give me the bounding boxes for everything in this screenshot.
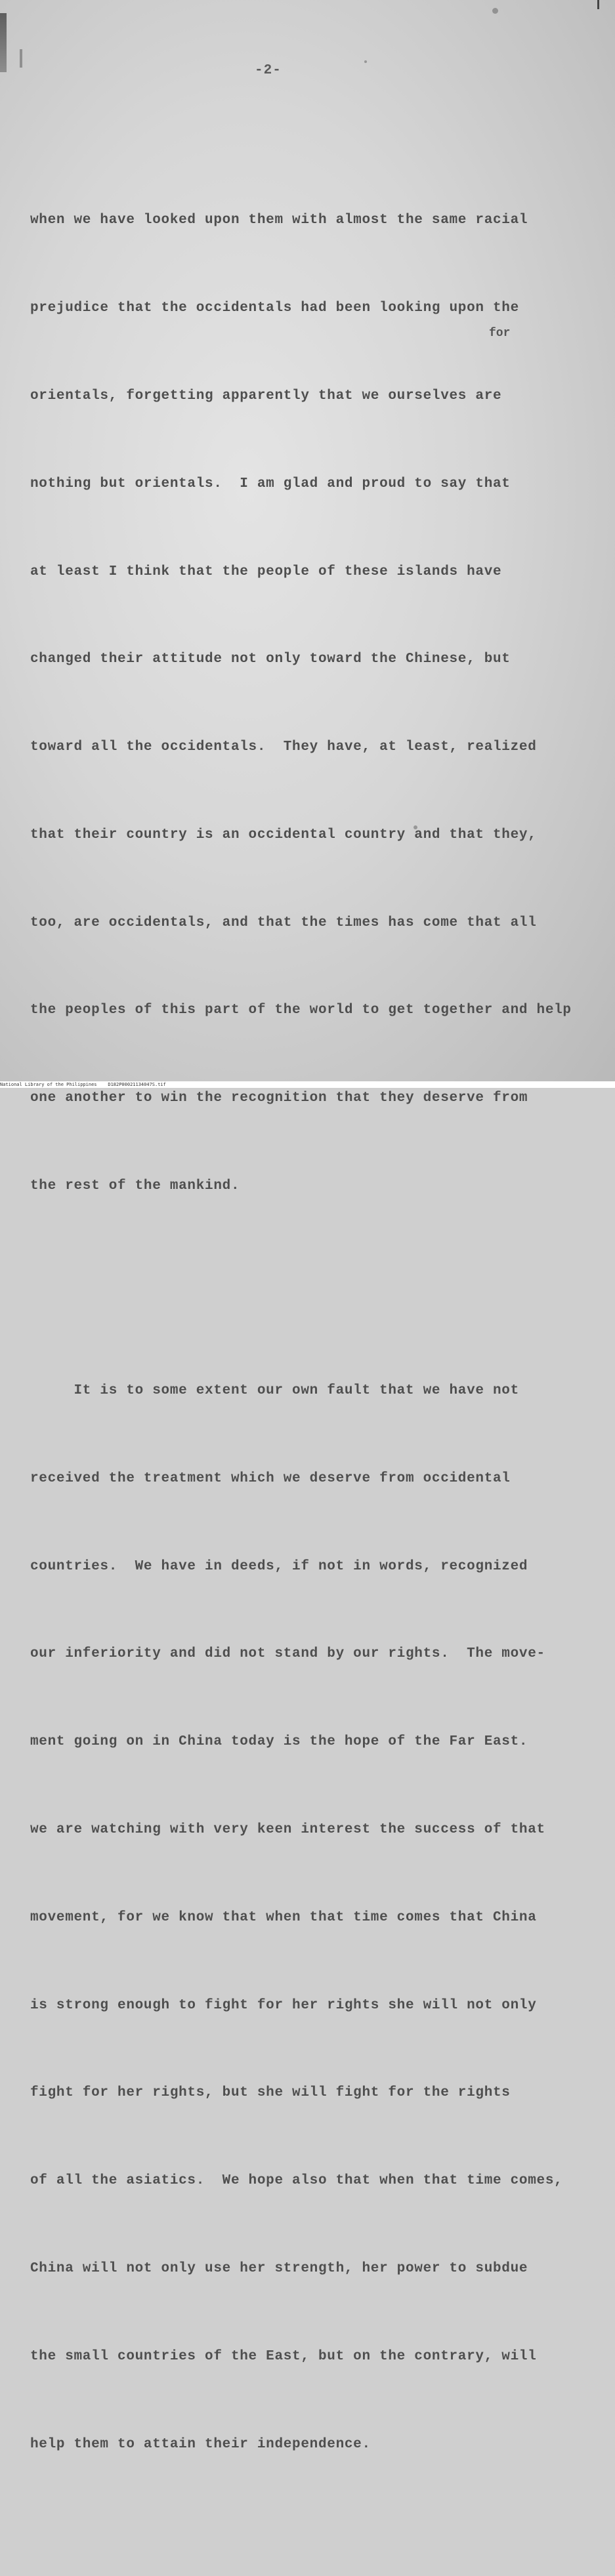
text-line: It is to some extent our own fault that we have not [30,1383,519,1399]
text-line: our inferiority and did not stand by our rights. The move- [30,1646,545,1662]
handwritten-correction: for [489,327,511,340]
text-line: we are watching with very keen interest the success of that [30,1822,545,1838]
text-line: when we have looked upon them with almost the same racial [30,213,528,228]
speck [492,8,498,14]
binding-mark [20,49,22,68]
text-line: orientals, forgetting apparently that we ourselves are [30,388,502,404]
text-line: China will not only use her strength, her power to subdue [30,2260,528,2276]
text-line: is strong enough to fight for her rights she will not only [30,1997,537,2013]
text-line: too, are occidentals, and that the times has come that all [30,915,537,930]
binding-shadow [0,13,7,72]
text-line: received the treatment which we deserve from occidental [30,1470,511,1486]
text-line: fight for her rights, but she will fight for the rights [30,2085,511,2101]
text-line: ment going on in China today is the hope of the Far East. [30,1734,528,1750]
speck [364,60,367,63]
body-text [30,89,608,2576]
text-line: the small countries of the East, but on the contrary, will [30,2348,537,2364]
text-line: changed their attitude not only toward the Chinese, but [30,652,511,667]
text-line: countries. We have in deeds, if not in words, recognized [30,1558,528,1574]
text-line: prejudice that the occidentals had been looking upon the [30,301,519,316]
text-line: one another to win the recognition that they deserve from [30,1091,528,1106]
text-line: that their country is an occidental country and that they, [30,827,537,842]
archive-footer: National Library of the Philippines D182P00021134047S.tif [0,1081,615,1088]
text-line: movement, for we know that when that time comes that China [30,1909,537,1925]
text-line: help them to attain their independence. [30,2436,371,2452]
page-number: -2- [255,63,282,78]
text-line: the rest of the mankind. [30,1178,240,1194]
text-line: nothing but orientals. I am glad and proud to say that [30,476,511,491]
text-line: toward all the occidentals. They have, at least, realized [30,739,537,755]
paragraph-1 [30,148,608,1260]
paragraph-2 [30,1318,608,2518]
text-line: at least I think that the people of these islands have [30,564,502,579]
text-line: of all the asiatics. We hope also that when that time comes, [30,2173,563,2189]
text-line: the peoples of this part of the world to get together and help [30,1003,572,1018]
corner-mark [597,0,599,9]
